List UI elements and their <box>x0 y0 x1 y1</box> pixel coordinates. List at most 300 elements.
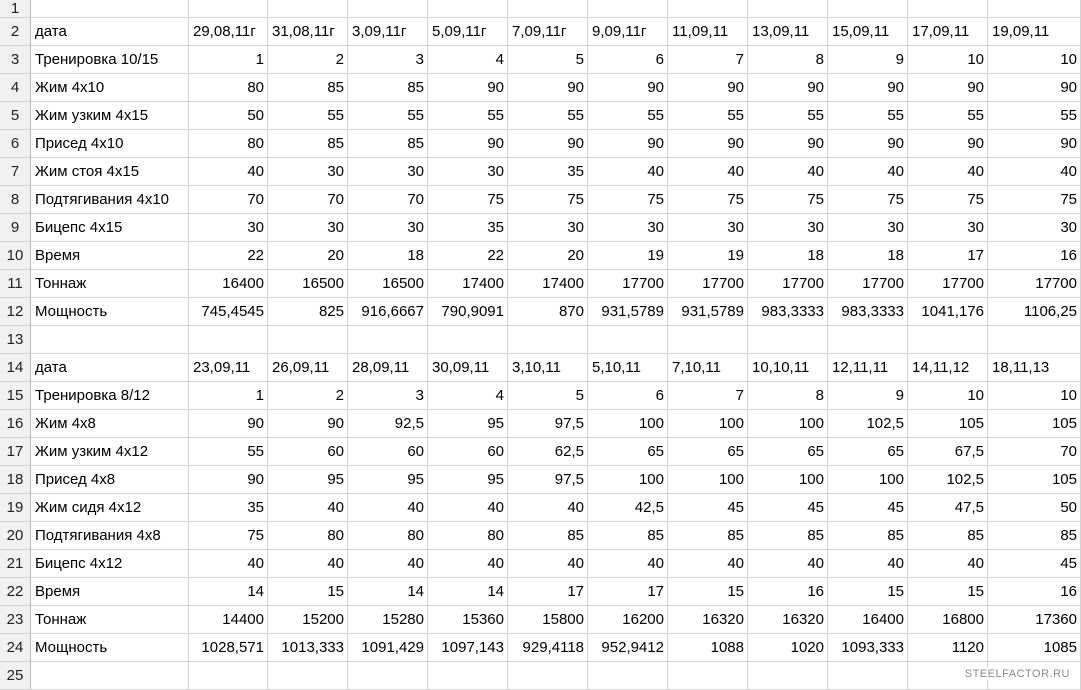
row-header[interactable]: 20 <box>0 522 31 549</box>
value-cell[interactable]: 40 <box>189 158 268 185</box>
value-cell[interactable] <box>268 662 348 689</box>
value-cell[interactable]: 790,9091 <box>428 298 508 325</box>
date-cell[interactable]: 15,09,11 <box>828 18 908 45</box>
row-label-cell[interactable]: Жим сидя 4х12 <box>31 494 189 521</box>
date-cell[interactable]: 5,10,11 <box>588 354 668 381</box>
value-cell[interactable]: 825 <box>268 298 348 325</box>
value-cell[interactable]: 30 <box>268 214 348 241</box>
value-cell[interactable]: 20 <box>508 242 588 269</box>
value-cell[interactable]: 40 <box>988 158 1081 185</box>
value-cell[interactable]: 1093,333 <box>828 634 908 661</box>
value-cell[interactable]: 18 <box>828 242 908 269</box>
value-cell[interactable]: 90 <box>828 74 908 101</box>
value-cell[interactable]: 40 <box>668 158 748 185</box>
row-header[interactable]: 17 <box>0 438 31 465</box>
value-cell[interactable]: 75 <box>508 186 588 213</box>
row-header[interactable]: 21 <box>0 550 31 577</box>
value-cell[interactable]: 80 <box>268 522 348 549</box>
value-cell[interactable]: 16320 <box>668 606 748 633</box>
value-cell[interactable]: 15200 <box>268 606 348 633</box>
value-cell[interactable]: 30 <box>668 214 748 241</box>
value-cell[interactable]: 95 <box>268 466 348 493</box>
row-label-cell[interactable]: Тоннаж <box>31 270 189 297</box>
value-cell[interactable]: 60 <box>428 438 508 465</box>
value-cell[interactable]: 75 <box>428 186 508 213</box>
value-cell[interactable] <box>908 0 988 17</box>
value-cell[interactable]: 55 <box>588 102 668 129</box>
value-cell[interactable] <box>748 662 828 689</box>
value-cell[interactable]: 65 <box>748 438 828 465</box>
value-cell[interactable]: 60 <box>348 438 428 465</box>
value-cell[interactable]: 17700 <box>828 270 908 297</box>
value-cell[interactable]: 10 <box>908 382 988 409</box>
row-label-cell[interactable]: Бицепс 4х15 <box>31 214 189 241</box>
date-cell[interactable]: 10,10,11 <box>748 354 828 381</box>
value-cell[interactable]: 95 <box>348 466 428 493</box>
row-header[interactable]: 12 <box>0 298 31 325</box>
value-cell[interactable]: 90 <box>428 74 508 101</box>
value-cell[interactable]: 40 <box>428 494 508 521</box>
row-header[interactable]: 9 <box>0 214 31 241</box>
row-label-cell[interactable]: дата <box>31 18 189 45</box>
value-cell[interactable]: 90 <box>428 130 508 157</box>
value-cell[interactable] <box>988 326 1081 353</box>
row-label-cell[interactable]: Подтягивания 4х10 <box>31 186 189 213</box>
row-label-cell[interactable] <box>31 0 189 17</box>
value-cell[interactable]: 90 <box>508 130 588 157</box>
value-cell[interactable]: 17400 <box>508 270 588 297</box>
row-header[interactable]: 15 <box>0 382 31 409</box>
row-label-cell[interactable]: Присед 4х10 <box>31 130 189 157</box>
value-cell[interactable] <box>588 326 668 353</box>
value-cell[interactable]: 929,4118 <box>508 634 588 661</box>
value-cell[interactable] <box>428 0 508 17</box>
value-cell[interactable] <box>908 326 988 353</box>
value-cell[interactable]: 80 <box>189 74 268 101</box>
row-label-cell[interactable] <box>31 662 189 689</box>
value-cell[interactable]: 90 <box>268 410 348 437</box>
value-cell[interactable]: 16500 <box>268 270 348 297</box>
value-cell[interactable]: 15 <box>668 578 748 605</box>
date-cell[interactable]: 12,11,11 <box>828 354 908 381</box>
value-cell[interactable]: 102,5 <box>828 410 908 437</box>
value-cell[interactable]: 16 <box>988 578 1081 605</box>
value-cell[interactable] <box>508 662 588 689</box>
row-label-cell[interactable]: Время <box>31 242 189 269</box>
value-cell[interactable]: 17700 <box>668 270 748 297</box>
value-cell[interactable]: 8 <box>748 46 828 73</box>
value-cell[interactable]: 75 <box>668 186 748 213</box>
value-cell[interactable]: 22 <box>428 242 508 269</box>
date-cell[interactable]: 9,09,11г <box>588 18 668 45</box>
value-cell[interactable]: 85 <box>508 522 588 549</box>
value-cell[interactable]: 100 <box>748 410 828 437</box>
row-header[interactable]: 6 <box>0 130 31 157</box>
value-cell[interactable]: 90 <box>668 74 748 101</box>
value-cell[interactable]: 40 <box>588 158 668 185</box>
value-cell[interactable]: 30 <box>508 214 588 241</box>
value-cell[interactable]: 90 <box>189 410 268 437</box>
value-cell[interactable]: 95 <box>428 466 508 493</box>
value-cell[interactable]: 85 <box>588 522 668 549</box>
row-label-cell[interactable]: Мощность <box>31 298 189 325</box>
date-cell[interactable]: 23,09,11 <box>189 354 268 381</box>
value-cell[interactable]: 10 <box>988 46 1081 73</box>
value-cell[interactable]: 983,3333 <box>828 298 908 325</box>
value-cell[interactable]: 40 <box>268 494 348 521</box>
value-cell[interactable]: 55 <box>908 102 988 129</box>
value-cell[interactable]: 75 <box>588 186 668 213</box>
value-cell[interactable]: 47,5 <box>908 494 988 521</box>
row-label-cell[interactable]: Тренировка 10/15 <box>31 46 189 73</box>
value-cell[interactable]: 745,4545 <box>189 298 268 325</box>
value-cell[interactable]: 1028,571 <box>189 634 268 661</box>
value-cell[interactable]: 1097,143 <box>428 634 508 661</box>
value-cell[interactable]: 8 <box>748 382 828 409</box>
date-cell[interactable]: 13,09,11 <box>748 18 828 45</box>
row-header[interactable]: 7 <box>0 158 31 185</box>
value-cell[interactable]: 60 <box>268 438 348 465</box>
row-label-cell[interactable]: Подтягивания 4х8 <box>31 522 189 549</box>
value-cell[interactable]: 40 <box>508 494 588 521</box>
value-cell[interactable] <box>189 662 268 689</box>
value-cell[interactable]: 40 <box>268 550 348 577</box>
value-cell[interactable]: 10 <box>908 46 988 73</box>
value-cell[interactable]: 15280 <box>348 606 428 633</box>
value-cell[interactable] <box>428 326 508 353</box>
value-cell[interactable]: 45 <box>988 550 1081 577</box>
value-cell[interactable]: 931,5789 <box>668 298 748 325</box>
value-cell[interactable]: 35 <box>428 214 508 241</box>
value-cell[interactable]: 85 <box>748 522 828 549</box>
value-cell[interactable]: 55 <box>828 102 908 129</box>
value-cell[interactable]: 16200 <box>588 606 668 633</box>
date-cell[interactable]: 3,09,11г <box>348 18 428 45</box>
value-cell[interactable]: 75 <box>828 186 908 213</box>
value-cell[interactable]: 40 <box>348 550 428 577</box>
value-cell[interactable]: 17700 <box>748 270 828 297</box>
date-cell[interactable]: 7,10,11 <box>668 354 748 381</box>
row-header[interactable]: 23 <box>0 606 31 633</box>
value-cell[interactable]: 30 <box>428 158 508 185</box>
value-cell[interactable]: 18 <box>348 242 428 269</box>
value-cell[interactable]: 50 <box>189 102 268 129</box>
value-cell[interactable] <box>428 662 508 689</box>
value-cell[interactable]: 17700 <box>908 270 988 297</box>
value-cell[interactable]: 14400 <box>189 606 268 633</box>
value-cell[interactable]: 90 <box>988 74 1081 101</box>
value-cell[interactable]: 40 <box>828 158 908 185</box>
row-header[interactable]: 14 <box>0 354 31 381</box>
value-cell[interactable]: 15 <box>828 578 908 605</box>
value-cell[interactable]: 14 <box>428 578 508 605</box>
value-cell[interactable]: 6 <box>588 382 668 409</box>
row-label-cell[interactable]: Мощность <box>31 634 189 661</box>
value-cell[interactable]: 45 <box>748 494 828 521</box>
value-cell[interactable] <box>828 0 908 17</box>
row-header[interactable]: 8 <box>0 186 31 213</box>
value-cell[interactable]: 90 <box>588 74 668 101</box>
value-cell[interactable]: 1088 <box>668 634 748 661</box>
value-cell[interactable]: 1 <box>189 382 268 409</box>
value-cell[interactable]: 97,5 <box>508 466 588 493</box>
value-cell[interactable]: 105 <box>908 410 988 437</box>
value-cell[interactable]: 90 <box>988 130 1081 157</box>
value-cell[interactable]: 983,3333 <box>748 298 828 325</box>
value-cell[interactable] <box>748 0 828 17</box>
value-cell[interactable] <box>348 0 428 17</box>
value-cell[interactable]: 45 <box>668 494 748 521</box>
value-cell[interactable]: 1106,25 <box>988 298 1081 325</box>
value-cell[interactable] <box>189 326 268 353</box>
row-label-cell[interactable]: Тренировка 8/12 <box>31 382 189 409</box>
value-cell[interactable]: 17700 <box>988 270 1081 297</box>
value-cell[interactable]: 55 <box>988 102 1081 129</box>
value-cell[interactable]: 15800 <box>508 606 588 633</box>
value-cell[interactable]: 40 <box>348 494 428 521</box>
value-cell[interactable]: 1091,429 <box>348 634 428 661</box>
value-cell[interactable] <box>189 0 268 17</box>
row-header[interactable]: 10 <box>0 242 31 269</box>
value-cell[interactable]: 17400 <box>428 270 508 297</box>
value-cell[interactable] <box>828 662 908 689</box>
value-cell[interactable]: 1120 <box>908 634 988 661</box>
value-cell[interactable]: 16800 <box>908 606 988 633</box>
value-cell[interactable]: 40 <box>908 550 988 577</box>
value-cell[interactable]: 70 <box>189 186 268 213</box>
row-header[interactable]: 13 <box>0 326 31 353</box>
value-cell[interactable]: 40 <box>508 550 588 577</box>
value-cell[interactable]: 15 <box>908 578 988 605</box>
value-cell[interactable]: 35 <box>508 158 588 185</box>
value-cell[interactable]: 19 <box>668 242 748 269</box>
value-cell[interactable]: 3 <box>348 46 428 73</box>
value-cell[interactable]: 100 <box>828 466 908 493</box>
value-cell[interactable]: 14 <box>348 578 428 605</box>
row-header[interactable]: 24 <box>0 634 31 661</box>
value-cell[interactable]: 22 <box>189 242 268 269</box>
value-cell[interactable]: 870 <box>508 298 588 325</box>
value-cell[interactable]: 40 <box>748 550 828 577</box>
date-cell[interactable]: 28,09,11 <box>348 354 428 381</box>
value-cell[interactable] <box>668 326 748 353</box>
date-cell[interactable]: 31,08,11г <box>268 18 348 45</box>
value-cell[interactable]: 30 <box>268 158 348 185</box>
row-label-cell[interactable] <box>31 326 189 353</box>
value-cell[interactable]: 15 <box>268 578 348 605</box>
value-cell[interactable]: 90 <box>668 130 748 157</box>
value-cell[interactable]: 85 <box>828 522 908 549</box>
row-label-cell[interactable]: Время <box>31 578 189 605</box>
value-cell[interactable]: 17 <box>588 578 668 605</box>
value-cell[interactable]: 85 <box>348 74 428 101</box>
value-cell[interactable]: 70 <box>348 186 428 213</box>
row-label-cell[interactable]: дата <box>31 354 189 381</box>
value-cell[interactable]: 75 <box>988 186 1081 213</box>
value-cell[interactable]: 42,5 <box>588 494 668 521</box>
value-cell[interactable]: 30 <box>348 214 428 241</box>
value-cell[interactable]: 19 <box>588 242 668 269</box>
value-cell[interactable]: 100 <box>668 410 748 437</box>
value-cell[interactable]: 17 <box>508 578 588 605</box>
value-cell[interactable]: 30 <box>348 158 428 185</box>
date-cell[interactable]: 14,11,12 <box>908 354 988 381</box>
value-cell[interactable]: 55 <box>668 102 748 129</box>
row-header[interactable]: 5 <box>0 102 31 129</box>
value-cell[interactable]: 18 <box>748 242 828 269</box>
value-cell[interactable]: 16 <box>988 242 1081 269</box>
value-cell[interactable]: 85 <box>908 522 988 549</box>
value-cell[interactable]: 14 <box>189 578 268 605</box>
value-cell[interactable]: 55 <box>508 102 588 129</box>
value-cell[interactable]: 40 <box>748 158 828 185</box>
value-cell[interactable]: 7 <box>668 382 748 409</box>
value-cell[interactable]: 16500 <box>348 270 428 297</box>
value-cell[interactable]: 70 <box>268 186 348 213</box>
value-cell[interactable]: 16 <box>748 578 828 605</box>
value-cell[interactable]: 90 <box>748 74 828 101</box>
value-cell[interactable]: 15360 <box>428 606 508 633</box>
value-cell[interactable]: 1041,176 <box>908 298 988 325</box>
row-header[interactable]: 22 <box>0 578 31 605</box>
value-cell[interactable]: 4 <box>428 382 508 409</box>
value-cell[interactable] <box>588 0 668 17</box>
value-cell[interactable]: 85 <box>988 522 1081 549</box>
value-cell[interactable]: 9 <box>828 46 908 73</box>
value-cell[interactable]: 100 <box>588 410 668 437</box>
value-cell[interactable]: 85 <box>268 130 348 157</box>
value-cell[interactable] <box>588 662 668 689</box>
value-cell[interactable]: 17700 <box>588 270 668 297</box>
value-cell[interactable]: 1085 <box>988 634 1081 661</box>
value-cell[interactable]: 5 <box>508 382 588 409</box>
row-label-cell[interactable]: Жим 4х8 <box>31 410 189 437</box>
value-cell[interactable]: 6 <box>588 46 668 73</box>
value-cell[interactable]: 30 <box>588 214 668 241</box>
value-cell[interactable]: 4 <box>428 46 508 73</box>
value-cell[interactable]: 16320 <box>748 606 828 633</box>
value-cell[interactable]: 16400 <box>189 270 268 297</box>
value-cell[interactable]: 1020 <box>748 634 828 661</box>
value-cell[interactable]: 1 <box>189 46 268 73</box>
value-cell[interactable]: 30 <box>988 214 1081 241</box>
value-cell[interactable]: 90 <box>189 466 268 493</box>
value-cell[interactable]: 916,6667 <box>348 298 428 325</box>
value-cell[interactable]: 40 <box>668 550 748 577</box>
date-cell[interactable]: 7,09,11г <box>508 18 588 45</box>
value-cell[interactable]: 3 <box>348 382 428 409</box>
row-header[interactable]: 25 <box>0 662 31 689</box>
row-header[interactable]: 16 <box>0 410 31 437</box>
value-cell[interactable]: 20 <box>268 242 348 269</box>
date-cell[interactable]: 30,09,11 <box>428 354 508 381</box>
value-cell[interactable]: 80 <box>189 130 268 157</box>
value-cell[interactable]: 95 <box>428 410 508 437</box>
value-cell[interactable] <box>508 0 588 17</box>
value-cell[interactable]: 17360 <box>988 606 1081 633</box>
value-cell[interactable]: 30 <box>828 214 908 241</box>
value-cell[interactable]: 92,5 <box>348 410 428 437</box>
date-cell[interactable]: 17,09,11 <box>908 18 988 45</box>
value-cell[interactable]: 30 <box>748 214 828 241</box>
row-label-cell[interactable]: Жим узким 4х12 <box>31 438 189 465</box>
value-cell[interactable]: 45 <box>828 494 908 521</box>
value-cell[interactable]: 952,9412 <box>588 634 668 661</box>
value-cell[interactable]: 90 <box>508 74 588 101</box>
date-cell[interactable]: 3,10,11 <box>508 354 588 381</box>
value-cell[interactable]: 55 <box>268 102 348 129</box>
value-cell[interactable]: 40 <box>828 550 908 577</box>
value-cell[interactable]: 105 <box>988 410 1081 437</box>
value-cell[interactable]: 16400 <box>828 606 908 633</box>
value-cell[interactable]: 102,5 <box>908 466 988 493</box>
value-cell[interactable] <box>668 0 748 17</box>
value-cell[interactable]: 65 <box>588 438 668 465</box>
value-cell[interactable]: 100 <box>748 466 828 493</box>
value-cell[interactable]: 97,5 <box>508 410 588 437</box>
value-cell[interactable] <box>988 0 1081 17</box>
value-cell[interactable]: 90 <box>908 130 988 157</box>
value-cell[interactable]: 30 <box>908 214 988 241</box>
date-cell[interactable]: 29,08,11г <box>189 18 268 45</box>
value-cell[interactable]: 55 <box>748 102 828 129</box>
value-cell[interactable]: 7 <box>668 46 748 73</box>
value-cell[interactable]: 50 <box>988 494 1081 521</box>
row-label-cell[interactable]: Жим 4х10 <box>31 74 189 101</box>
value-cell[interactable]: 55 <box>189 438 268 465</box>
value-cell[interactable]: 9 <box>828 382 908 409</box>
value-cell[interactable]: 17 <box>908 242 988 269</box>
value-cell[interactable] <box>828 326 908 353</box>
value-cell[interactable]: 2 <box>268 46 348 73</box>
value-cell[interactable]: 85 <box>668 522 748 549</box>
value-cell[interactable] <box>348 326 428 353</box>
value-cell[interactable]: 90 <box>908 74 988 101</box>
value-cell[interactable]: 35 <box>189 494 268 521</box>
value-cell[interactable] <box>268 326 348 353</box>
value-cell[interactable]: 75 <box>908 186 988 213</box>
value-cell[interactable]: 931,5789 <box>588 298 668 325</box>
value-cell[interactable]: 75 <box>748 186 828 213</box>
value-cell[interactable]: 40 <box>908 158 988 185</box>
value-cell[interactable]: 80 <box>348 522 428 549</box>
value-cell[interactable]: 85 <box>268 74 348 101</box>
value-cell[interactable]: 30 <box>189 214 268 241</box>
value-cell[interactable]: 40 <box>189 550 268 577</box>
value-cell[interactable]: 100 <box>588 466 668 493</box>
row-label-cell[interactable]: Жим узким 4х15 <box>31 102 189 129</box>
value-cell[interactable]: 67,5 <box>908 438 988 465</box>
value-cell[interactable]: 90 <box>828 130 908 157</box>
value-cell[interactable]: 2 <box>268 382 348 409</box>
date-cell[interactable]: 26,09,11 <box>268 354 348 381</box>
row-label-cell[interactable]: Присед 4х8 <box>31 466 189 493</box>
value-cell[interactable]: 65 <box>828 438 908 465</box>
value-cell[interactable] <box>268 0 348 17</box>
row-header[interactable]: 11 <box>0 270 31 297</box>
row-label-cell[interactable]: Бицепс 4х12 <box>31 550 189 577</box>
value-cell[interactable]: 55 <box>428 102 508 129</box>
value-cell[interactable]: 75 <box>189 522 268 549</box>
value-cell[interactable]: 1013,333 <box>268 634 348 661</box>
value-cell[interactable]: 85 <box>348 130 428 157</box>
value-cell[interactable]: 70 <box>988 438 1081 465</box>
date-cell[interactable]: 11,09,11 <box>668 18 748 45</box>
row-header[interactable]: 1 <box>0 0 31 17</box>
row-header[interactable]: 2 <box>0 18 31 45</box>
value-cell[interactable]: 80 <box>428 522 508 549</box>
value-cell[interactable]: 100 <box>668 466 748 493</box>
